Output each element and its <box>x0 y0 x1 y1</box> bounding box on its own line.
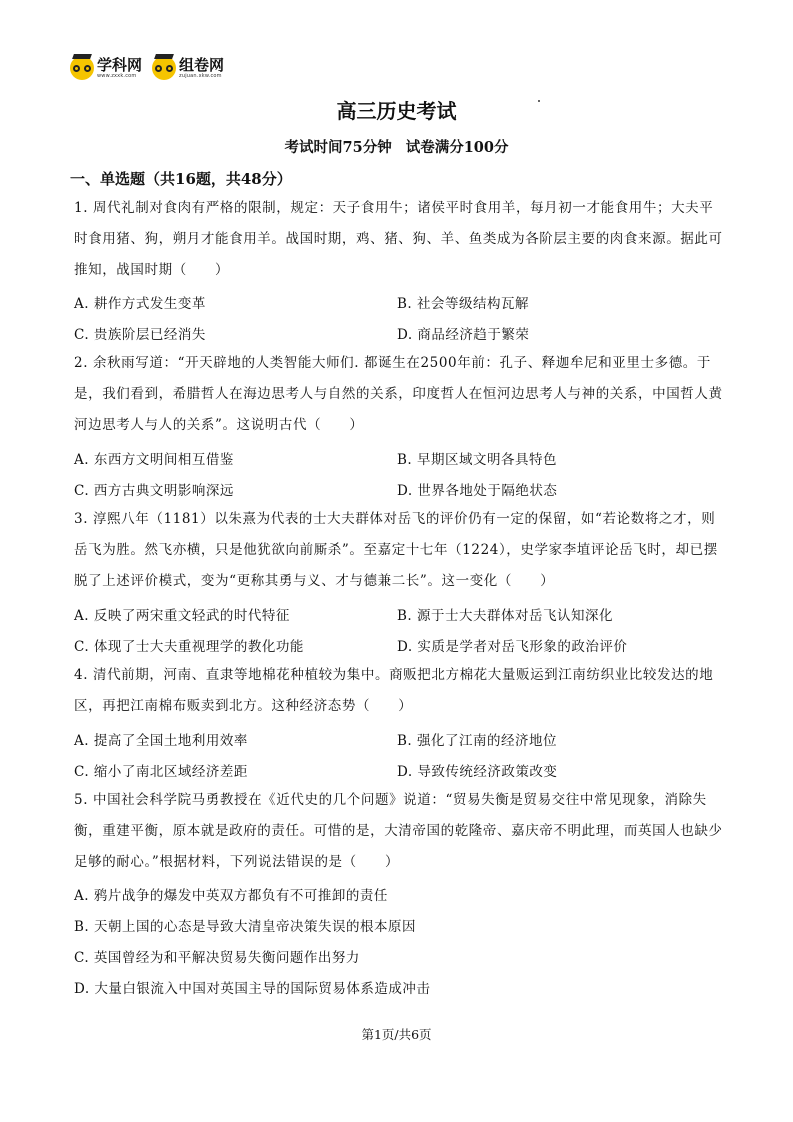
option: B. 天朝上国的心态是导致大清皇帝决策失误的根本原因 <box>74 919 417 935</box>
question-stem: 1. 周代礼制对食肉有严格的限制，规定：天子食用牛；诸侯平时食用羊，每月初一才能食用牛；大夫平时食用猪、狗，朔月才能食用羊。战国时期，鸡、猪、狗、羊、鱼类成为各阶层主要的肉食来源。据此可推知，战国时期（ ） <box>74 200 723 278</box>
option: A. 鸦片战争的爆发中英双方都负有不可推卸的责任 <box>74 888 388 904</box>
option: A. 耕作方式发生变革 <box>74 296 206 312</box>
question-stem: 2. 余秋雨写道：“开天辟地的人类智能大师们. 都诞生在2500年前：孔子、释迦牟尼和亚里士多德。于是，我们看到，希腊哲人在海边思考人与自然的关系，印度哲人在恒河边思考人与神的关系，中国哲人黄河边思考人与人的关系”。这说明古代（ ） <box>74 355 723 433</box>
question-stem: 4. 清代前期，河南、直隶等地棉花种植较为集中。商贩把北方棉花大量贩运到江南纺织业比较发达的地区，再把江南棉布贩卖到北方。这种经济态势（ ） <box>74 667 714 714</box>
logo-name: 组卷网 <box>179 56 225 74</box>
option: D. 导致传统经济政策改变 <box>397 764 558 780</box>
option: C. 缩小了南北区域经济差距 <box>74 764 248 780</box>
option: D. 世界各地处于隔绝状态 <box>397 483 558 499</box>
option: B. 强化了江南的经济地位 <box>397 733 558 749</box>
header-logos <box>70 56 224 80</box>
option: B. 源于士大夫群体对岳飞认知深化 <box>397 608 614 624</box>
option: C. 体现了士大夫重视理学的教化功能 <box>74 639 304 655</box>
option: A. 反映了两宋重文轻武的时代特征 <box>74 608 290 624</box>
option: C. 英国曾经为和平解决贸易失衡问题作出努力 <box>74 950 360 966</box>
exam-info <box>0 136 793 157</box>
question-stem: 3. 淳熙八年（1181）以朱熹为代表的士大夫群体对岳飞的评价仍有一定的保留，如“若论数将之才，则岳飞为胜。然飞亦横，只是他犹欲向前厮杀”。至嘉定十七年（1224），史学家李埴评论岳飞时，却已摆脱了上述评价模式，变为“更称其勇与义、才与德兼二长”。这一变化（ ） <box>74 511 718 589</box>
logo-url: www.zxxk.com <box>97 73 137 79</box>
option: B. 社会等级结构瓦解 <box>397 296 530 312</box>
logo-url: zujuan.xkw.com <box>179 73 222 79</box>
section-heading: 一、单选题（共16题，共48分） <box>70 170 292 188</box>
owl-icon <box>70 56 94 80</box>
logo-zujuan <box>152 56 224 80</box>
page-title: 高三历史考试 <box>336 99 457 123</box>
exam-time: 考试时间75分钟 <box>284 139 392 156</box>
logo-name: 学科网 <box>97 56 143 74</box>
page-number: 第1页/共6页 <box>361 1027 432 1042</box>
option: D. 大量白银流入中国对英国主导的国际贸易体系造成冲击 <box>74 981 431 997</box>
option: A. 提高了全国土地利用效率 <box>74 733 248 749</box>
option: D. 商品经济趋于繁荣 <box>397 327 530 343</box>
option: C. 贵族阶层已经消失 <box>74 327 206 343</box>
owl-icon <box>152 56 176 80</box>
option: A. 东西方文明间相互借鉴 <box>74 452 234 468</box>
option: C. 西方古典文明影响深远 <box>74 483 234 499</box>
option: D. 实质是学者对岳飞形象的政治评价 <box>397 639 628 655</box>
logo-zxxk <box>70 56 142 80</box>
exam-score: 试卷满分100分 <box>405 139 509 156</box>
question-stem: 5. 中国社会科学院马勇教授在《近代史的几个问题》说道：“贸易失衡是贸易交往中常见现象，消除失衡，重建平衡，原本就是政府的责任。可惜的是，大清帝国的乾隆帝、嘉庆帝不明此理，而英国人也缺少足够的耐心。”根据材料，下列说法错误的是（ ） <box>74 792 723 870</box>
option: B. 早期区域文明各具特色 <box>397 452 558 468</box>
